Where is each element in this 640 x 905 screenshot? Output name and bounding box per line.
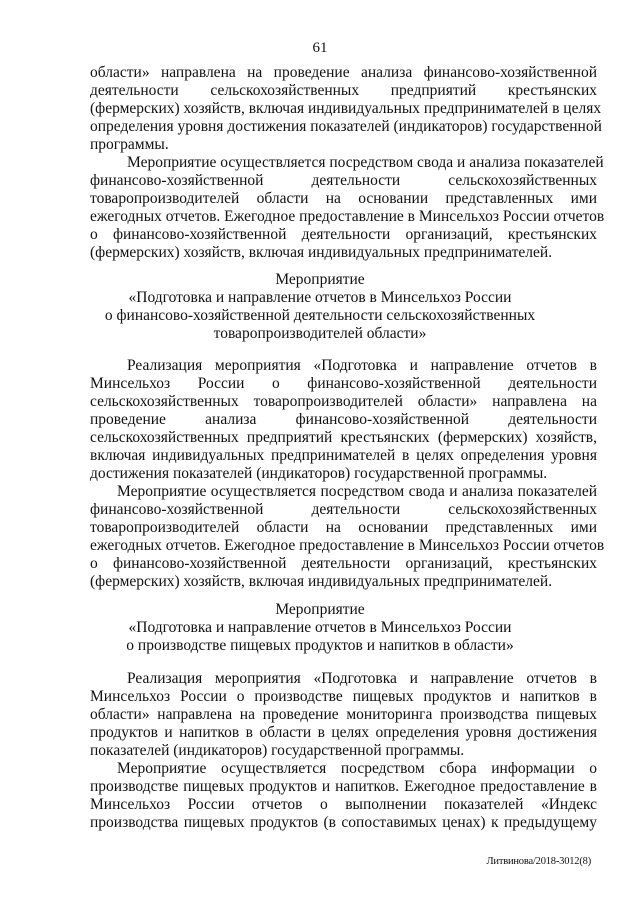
- paragraph-line: (фермерских) хозяйств, включая индивидуальных предпринимателей в целях: [90, 100, 602, 117]
- section-heading: Мероприятие: [275, 601, 365, 618]
- paragraph-line: области» направлена на проведение мониторинга производства пищевых: [90, 706, 597, 723]
- paragraph-line: товаропроизводителей области на основании представленных ими: [90, 190, 597, 207]
- paragraph-line: Минсельхоз России о производстве пищевых продуктов и напитков в: [90, 688, 597, 705]
- paragraph-line: о финансово-хозяйственной деятельности организаций, крестьянских: [90, 555, 597, 572]
- paragraph-line: производстве пищевых продуктов и напитков. Ежегодное предоставление в: [90, 778, 597, 795]
- paragraph-line: (фермерских) хозяйств, включая индивидуальных предпринимателей.: [90, 244, 553, 261]
- paragraph-line: производства пищевых продуктов (в сопоставимых ценах) к предыдущему: [90, 814, 597, 831]
- paragraph-line: ежегодных отчетов. Ежегодное предоставление в Минсельхоз России отчетов: [90, 208, 605, 225]
- page-number: 61: [312, 40, 328, 56]
- paragraph-line: проведение анализа финансово-хозяйственной деятельности: [90, 411, 597, 428]
- paragraph-line: Мероприятие осуществляется посредством сбора информации о: [117, 760, 597, 777]
- paragraph-line: финансово-хозяйственной деятельности сельскохозяйственных: [90, 172, 597, 189]
- paragraph-line: товаропроизводителей области на основании представленных ими: [90, 519, 597, 536]
- paragraph-line: сельскохозяйственных предприятий крестьянских (фермерских) хозяйств,: [90, 429, 597, 446]
- paragraph-line: ежегодных отчетов. Ежегодное предоставление в Минсельхоз России отчетов: [90, 537, 605, 554]
- section-heading: Мероприятие: [275, 271, 365, 288]
- paragraph-line: о финансово-хозяйственной деятельности организаций, крестьянских: [90, 226, 597, 243]
- section-heading-title: товаропроизводителей области»: [213, 325, 427, 342]
- paragraph-line: Минсельхоз России отчетов о выполнении показателей «Индекс: [90, 796, 597, 813]
- paragraph-line: Минсельхоз России о финансово-хозяйственной деятельности: [90, 375, 597, 392]
- section-heading-title: «Подготовка и направление отчетов в Минсельхоз России: [128, 289, 512, 306]
- paragraph-line: включая индивидуальных предпринимателей в целях определения уровня: [90, 447, 597, 464]
- section-heading-title: о финансово-хозяйственной деятельности сельскохозяйственных: [104, 307, 536, 324]
- paragraph-line: сельскохозяйственных товаропроизводителей области» направлена на: [90, 393, 597, 410]
- paragraph-line: определения уровня достижения показателей (индикаторов) государственной: [90, 118, 602, 135]
- paragraph-line: финансово-хозяйственной деятельности сельскохозяйственных: [90, 501, 597, 518]
- paragraph-line: Мероприятие осуществляется посредством свода и анализа показателей: [117, 483, 597, 500]
- paragraph-line: достижения показателей (индикаторов) государственной программы.: [90, 465, 548, 482]
- document-footer-code: Литвинова/2018-3012(8): [486, 856, 591, 867]
- paragraph-line: деятельности сельскохозяйственных предприятий крестьянских: [90, 82, 597, 99]
- section-heading-title: о производстве пищевых продуктов и напитков в области»: [126, 637, 514, 654]
- paragraph-line: программы.: [90, 136, 169, 153]
- paragraph-line: (фермерских) хозяйств, включая индивидуальных предпринимателей.: [90, 573, 553, 590]
- paragraph-line: Реализация мероприятия «Подготовка и направление отчетов в: [127, 357, 597, 374]
- paragraph-line: продуктов и напитков в области в целях определения уровня достижения: [90, 724, 597, 741]
- section-heading-title: «Подготовка и направление отчетов в Минсельхоз России: [128, 619, 512, 636]
- paragraph-line: Мероприятие осуществляется посредством свода и анализа показателей: [127, 154, 604, 171]
- paragraph-line: показателей (индикаторов) государственной программы.: [90, 742, 465, 759]
- paragraph-line: Реализация мероприятия «Подготовка и направление отчетов в: [127, 670, 597, 687]
- paragraph-line: области» направлена на проведение анализа финансово-хозяйственной: [90, 64, 597, 81]
